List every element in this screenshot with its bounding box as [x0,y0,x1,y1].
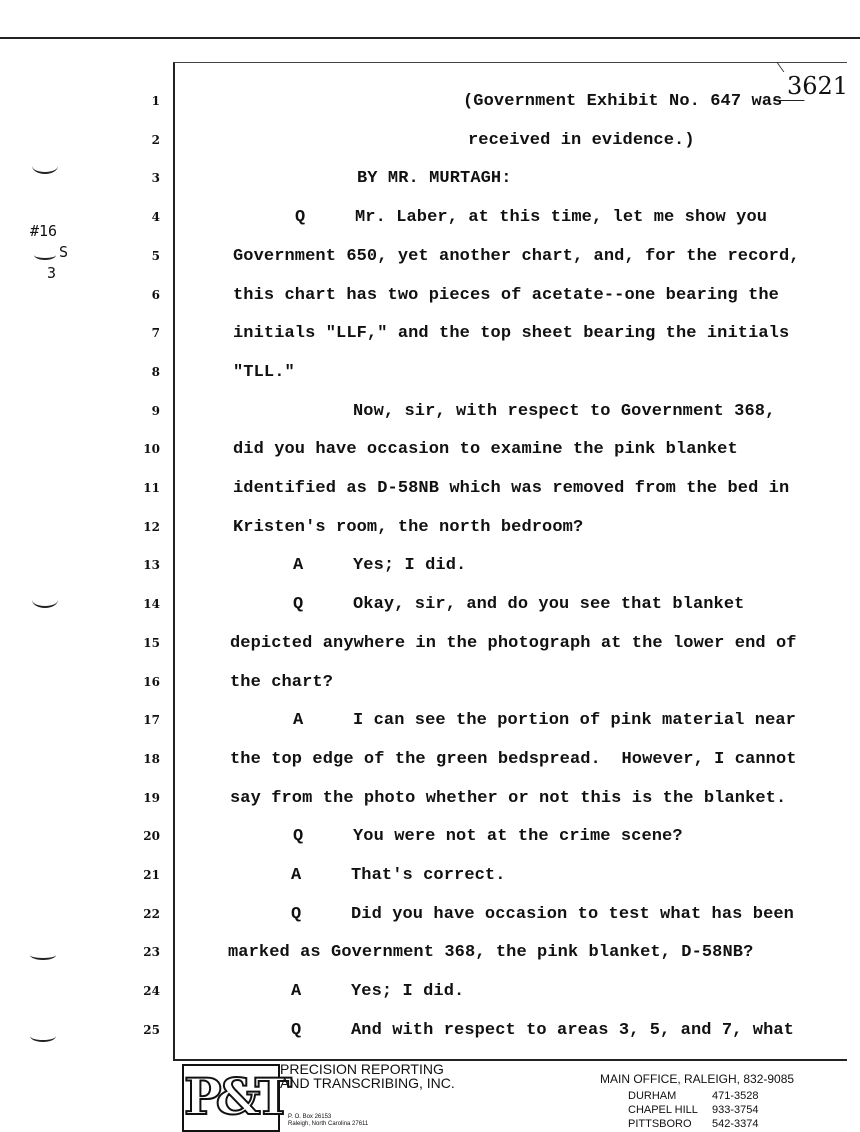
transcript-line: did you have occasion to examine the pink blanket [233,440,738,460]
line-number: 16 [143,674,160,689]
branch-phone: 471-3528 [712,1090,759,1102]
line-number: 21 [143,868,160,882]
speaker-marker: A [293,556,304,576]
margin-side-note: S [59,243,69,261]
branch-city: CHAPEL HILL [628,1104,698,1116]
transcript-line: Mr. Laber, at this time, let me show you [355,208,768,228]
hole-punch-mark [30,1030,56,1042]
speaker-marker: Q [293,595,304,615]
line-number: 25 [143,1022,160,1037]
line-number: 13 [143,558,160,573]
transcript-line: say from the photo whether or not this is the blanket. [230,788,787,808]
line-number: 18 [143,751,160,766]
footer [178,1062,858,1132]
line-number: 19 [143,790,160,805]
speaker-marker: Q [291,904,302,924]
speaker-marker: Q [293,827,304,847]
transcript-line: You were not at the crime scene? [353,827,683,847]
speaker-marker: A [291,982,302,1002]
company-logo: P&T [182,1064,280,1132]
line-number: 5 [151,248,160,263]
line-number: 2 [151,132,160,147]
line-number: 10 [143,442,160,457]
line-number: 8 [151,364,160,379]
transcript-line: depicted anywhere in the photograph at the lower end of [230,633,797,653]
margin-tape-note: #16 [30,222,58,240]
branch-phone: 542-3374 [712,1118,759,1130]
line-number: 22 [143,906,160,921]
line-number: 1 [151,94,160,108]
line-number: 12 [143,519,160,534]
line-number: 24 [143,984,160,999]
page-number: 3621 [783,72,848,100]
line-number: 14 [143,597,160,612]
margin-number-note: 3 [47,264,57,282]
speaker-marker: Q [291,1020,302,1040]
transcript-line: Okay, sir, and do you see that blanket [353,595,745,615]
speaker-marker: A [291,866,302,885]
transcript-line: the top edge of the green bedspread. However, I cannot [230,749,797,769]
transcript-line: Did you have occasion to test what has been [351,904,794,924]
transcript-line: BY MR. MURTAGH: [357,169,512,189]
address-line-1: P. O. Box 26153 [288,1114,332,1120]
company-line-2: AND TRANSCRIBING, INC. [280,1075,455,1091]
transcript-line: the chart? [230,672,334,692]
transcript-line: marked as Government 368, the pink blanket, D-58NB? [228,943,754,963]
margin-mark [34,250,56,260]
line-number: 17 [143,713,160,728]
branch-city: DURHAM [628,1090,677,1102]
speaker-marker: A [293,711,304,731]
line-number: 20 [143,829,160,844]
branch-phone: 933-3754 [712,1104,759,1116]
main-office: MAIN OFFICE, RALEIGH, 832-9085 [600,1072,795,1086]
transcript-line: And with respect to areas 3, 5, and 7, what [351,1020,794,1040]
branch-city: PITTSBORO [628,1118,692,1130]
transcript-line: I can see the portion of pink material near [353,711,796,731]
speaker-marker: Q [295,208,306,228]
transcript-line: identified as D-58NB which was removed from the bed in [233,479,790,498]
line-number: 9 [151,403,160,418]
line-number: 11 [143,481,160,495]
transcript-line: Now, sir, with respect to Government 368, [353,401,776,421]
transcript-line: Government 650, yet another chart, and, for the record, [233,246,800,266]
line-number: 15 [143,635,160,650]
transcript-line: Yes; I did. [351,982,465,1002]
transcript-line: initials "LLF," and the top sheet bearing the initials [233,324,790,344]
company-address [288,1114,368,1128]
transcript-line: received in evidence.) [468,130,695,150]
transcript-line: Yes; I did. [353,556,467,576]
line-number: 4 [151,210,160,225]
transcript-line: Kristen's room, the north bedroom? [233,517,584,537]
line-number: 7 [151,326,160,341]
line-number: 6 [151,287,160,302]
transcript-line: That's correct. [351,866,506,885]
hole-punch-mark [30,950,56,960]
line-number: 23 [143,945,160,960]
top-rule [0,37,860,39]
company-line-1: PRECISION REPORTING [280,1061,444,1077]
transcript-line: this chart has two pieces of acetate--one bearing the [233,285,779,305]
transcript-line: "TLL." [233,362,295,382]
line-number: 3 [151,171,160,186]
hole-punch-mark [32,592,58,608]
address-line-2: Raleigh, North Carolina 27611 [288,1121,369,1127]
hole-punch-mark [32,158,58,174]
transcript-line: (Government Exhibit No. 647 was [463,92,783,111]
company-name [280,1062,455,1090]
